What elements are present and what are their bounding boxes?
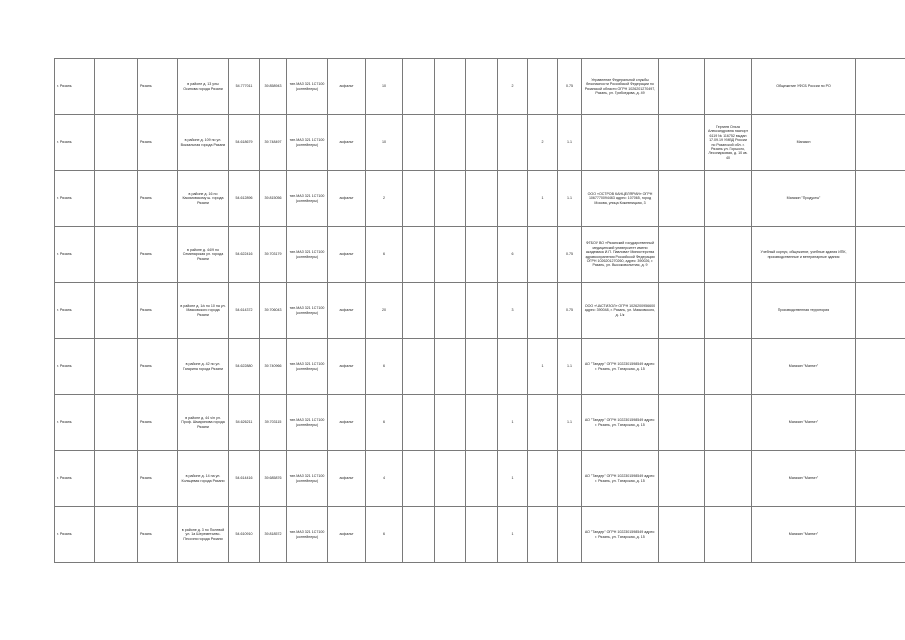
- region-cell: Рязань: [138, 507, 178, 563]
- volume-cell: [558, 507, 582, 563]
- location-cell: в районе д. 13 улы Осипова города Рязани: [178, 59, 229, 115]
- numeric-cell-3: [466, 451, 498, 507]
- volume-cell: 0.75: [558, 227, 582, 283]
- numeric-cell-2: [435, 339, 466, 395]
- location-cell: в районе д. 44 ч/п ул. Проф. Шмаринова города Рязани: [178, 395, 229, 451]
- container-type-cell: тип.МАЗ 321 1С7100 (контейнеры): [287, 507, 328, 563]
- container-count-cell: 1: [498, 507, 528, 563]
- numeric-cell-4: [528, 451, 558, 507]
- blank-cell-2: [659, 395, 705, 451]
- operator-cell: ООО «ОСТРОВ КАНЦЕЛЯРИИ» ОГРН 1067770094463 адрес: 107065, город Москва, улица Кожевницкая, 3: [582, 171, 659, 227]
- numeric-cell-2: [435, 507, 466, 563]
- blank-cell-3: [856, 339, 905, 395]
- region-cell: Рязань: [138, 171, 178, 227]
- surface-cell: асфальт: [328, 115, 366, 171]
- operator-cell: АО "Тандер" ОГРН 1022301598549 адрес: г. Рязань, ул. Татарская, д. 15: [582, 507, 659, 563]
- longitude-cell: 39.703115: [260, 395, 287, 451]
- area-cell: 6: [366, 395, 403, 451]
- region-cell: Рязань: [138, 115, 178, 171]
- region-cell: Рязань: [138, 339, 178, 395]
- surface-cell: асфальт: [328, 171, 366, 227]
- longitude-cell: 39.703179: [260, 227, 287, 283]
- owner-cell: [705, 283, 752, 339]
- area-cell: 20: [366, 283, 403, 339]
- purpose-cell: Магазин "Продукты": [752, 171, 856, 227]
- location-cell: в районе д. 14 на ул. Кольцевая города Рязани: [178, 451, 229, 507]
- numeric-cell-4: 1: [528, 339, 558, 395]
- table-row: [55, 339, 905, 395]
- region-cell: Рязань: [138, 227, 178, 283]
- location-cell: в районе д. 44/9 по Семинарская ул. города Рязани: [178, 227, 229, 283]
- location-cell: в районе д. 16 по Касимовскому ш. города Рязани: [178, 171, 229, 227]
- latitude-cell: 54.614416: [229, 451, 260, 507]
- table-row: [55, 171, 905, 227]
- city-cell: г. Рязань: [55, 451, 95, 507]
- container-type-cell: тип.МАЗ 321 1С7100 (контейнеры): [287, 227, 328, 283]
- operator-cell: АО "Тандер" ОГРН 1022301598549 адрес: г. Рязань, ул. Татарская, д. 15: [582, 395, 659, 451]
- table-row: [55, 59, 905, 115]
- blank-cell-3: [856, 59, 905, 115]
- table-row: [55, 115, 905, 171]
- blank-cell-1: [95, 59, 138, 115]
- blank-cell-1: [95, 171, 138, 227]
- operator-cell: [582, 115, 659, 171]
- container-type-cell: тип.МАЗ 321 1С7100 (контейнеры): [287, 339, 328, 395]
- location-cell: в районе д. 42 по ул. Гагарина города Рязани: [178, 339, 229, 395]
- numeric-cell-1: [403, 507, 435, 563]
- surface-cell: асфальт: [328, 507, 366, 563]
- volume-cell: 1.1: [558, 339, 582, 395]
- purpose-cell: Общежитие УФСБ России по РО: [752, 59, 856, 115]
- numeric-cell-1: [403, 59, 435, 115]
- longitude-cell: 39.858943: [260, 59, 287, 115]
- numeric-cell-2: [435, 59, 466, 115]
- container-type-cell: тип.МАЗ 321 1С7100 (контейнеры): [287, 283, 328, 339]
- latitude-cell: 54.610910: [229, 507, 260, 563]
- city-cell: г. Рязань: [55, 227, 95, 283]
- container-count-cell: [498, 171, 528, 227]
- numeric-cell-3: [466, 507, 498, 563]
- numeric-cell-1: [403, 339, 435, 395]
- table-row: [55, 227, 905, 283]
- volume-cell: [558, 451, 582, 507]
- numeric-cell-1: [403, 227, 435, 283]
- container-type-cell: тип.МАЗ 321 1С7100 (контейнеры): [287, 395, 328, 451]
- city-cell: г. Рязань: [55, 339, 95, 395]
- blank-cell-3: [856, 507, 905, 563]
- surface-cell: асфальт: [328, 395, 366, 451]
- surface-cell: асфальт: [328, 59, 366, 115]
- longitude-cell: 39.815056: [260, 171, 287, 227]
- container-count-cell: 1: [498, 395, 528, 451]
- blank-cell-1: [95, 339, 138, 395]
- latitude-cell: 54.622880: [229, 339, 260, 395]
- operator-cell: ООО «ЧАСТИЗОЛ» ОГРН 1026200956600 адрес: 390048, г. Рязань, ул. Маяковского, д. 1/к: [582, 283, 659, 339]
- owner-cell: [705, 339, 752, 395]
- numeric-cell-1: [403, 171, 435, 227]
- surface-cell: асфальт: [328, 283, 366, 339]
- purpose-cell: Учебный корпус, общежитие, учебные здания ИПК, производственные и ветеринарные здания: [752, 227, 856, 283]
- area-cell: 4: [366, 451, 403, 507]
- blank-cell-3: [856, 227, 905, 283]
- container-type-cell: тип.МАЗ 321 1С7100 (контейнеры): [287, 171, 328, 227]
- city-cell: г. Рязань: [55, 507, 95, 563]
- blank-cell-2: [659, 171, 705, 227]
- city-cell: г. Рязань: [55, 395, 95, 451]
- blank-cell-1: [95, 227, 138, 283]
- table-row: [55, 507, 905, 563]
- numeric-cell-1: [403, 395, 435, 451]
- surface-cell: асфальт: [328, 451, 366, 507]
- numeric-cell-3: [466, 171, 498, 227]
- numeric-cell-3: [466, 283, 498, 339]
- numeric-cell-3: [466, 115, 498, 171]
- latitude-cell: 54.626211: [229, 395, 260, 451]
- region-cell: Рязань: [138, 59, 178, 115]
- latitude-cell: 54.777011: [229, 59, 260, 115]
- longitude-cell: 39.740966: [260, 339, 287, 395]
- blank-cell-2: [659, 507, 705, 563]
- numeric-cell-3: [466, 339, 498, 395]
- purpose-cell: Производственная территория: [752, 283, 856, 339]
- blank-cell-1: [95, 283, 138, 339]
- table-row: [55, 395, 905, 451]
- numeric-cell-1: [403, 283, 435, 339]
- surface-cell: асфальт: [328, 339, 366, 395]
- container-type-cell: тип.МАЗ 321 1С7100 (контейнеры): [287, 451, 328, 507]
- area-cell: 10: [366, 115, 403, 171]
- blank-cell-1: [95, 395, 138, 451]
- blank-cell-1: [95, 451, 138, 507]
- owner-cell: [705, 227, 752, 283]
- longitude-cell: 39.818572: [260, 507, 287, 563]
- table-row: [55, 283, 905, 339]
- numeric-cell-1: [403, 115, 435, 171]
- numeric-cell-1: [403, 451, 435, 507]
- region-cell: Рязань: [138, 283, 178, 339]
- numeric-cell-3: [466, 227, 498, 283]
- purpose-cell: Магазин "Магнит": [752, 507, 856, 563]
- operator-cell: АО "Тандер" ОГРН 1022301598549 адрес: г. Рязань, ул. Татарская, д. 15: [582, 451, 659, 507]
- numeric-cell-2: [435, 227, 466, 283]
- numeric-cell-4: [528, 283, 558, 339]
- purpose-cell: Магазин: [752, 115, 856, 171]
- blank-cell-1: [95, 115, 138, 171]
- volume-cell: 1.1: [558, 171, 582, 227]
- city-cell: г. Рязань: [55, 59, 95, 115]
- volume-cell: 1.1: [558, 395, 582, 451]
- owner-cell: [705, 171, 752, 227]
- blank-cell-2: [659, 283, 705, 339]
- blank-cell-2: [659, 339, 705, 395]
- volume-cell: 0.75: [558, 283, 582, 339]
- numeric-cell-2: [435, 115, 466, 171]
- container-count-cell: 3: [498, 283, 528, 339]
- latitude-cell: 54.622416: [229, 227, 260, 283]
- blank-cell-3: [856, 451, 905, 507]
- blank-cell-3: [856, 171, 905, 227]
- location-cell: в районе д. 3 по Полевой ул. 1а Шереметьево-Песочня города Рязани: [178, 507, 229, 563]
- blank-cell-2: [659, 115, 705, 171]
- blank-cell-3: [856, 395, 905, 451]
- volume-cell: 1.1: [558, 115, 582, 171]
- owner-cell: [705, 507, 752, 563]
- numeric-cell-4: [528, 395, 558, 451]
- surface-cell: асфальт: [328, 227, 366, 283]
- numeric-cell-4: [528, 59, 558, 115]
- latitude-cell: 54.614372: [229, 283, 260, 339]
- purpose-cell: Магазин "Магнит": [752, 339, 856, 395]
- owner-cell: Гергиев Ольга Александровна паспорт 6119 № 116752 выдан 17.09.19 УМВД России по Рязанской обл. г. Рязань ул. Горького, Лесопарковая, д. 10 кв. 40: [705, 115, 752, 171]
- region-cell: Рязань: [138, 395, 178, 451]
- operator-cell: АО "Тандер" ОГРН 1022301598549 адрес: г. Рязань, ул. Татарская, д. 15: [582, 339, 659, 395]
- longitude-cell: 39.748497: [260, 115, 287, 171]
- city-cell: г. Рязань: [55, 171, 95, 227]
- region-cell: Рязань: [138, 451, 178, 507]
- blank-cell-3: [856, 115, 905, 171]
- container-count-cell: 6: [498, 227, 528, 283]
- location-cell: в районе д. 109 по ул. Вокзальная города Рязани: [178, 115, 229, 171]
- container-count-cell: 2: [498, 59, 528, 115]
- latitude-cell: 54.618679: [229, 115, 260, 171]
- container-count-cell: [498, 115, 528, 171]
- container-type-cell: тип.МАЗ 321 1С7100 (контейнеры): [287, 59, 328, 115]
- numeric-cell-4: [528, 227, 558, 283]
- city-cell: г. Рязань: [55, 283, 95, 339]
- longitude-cell: 39.685876: [260, 451, 287, 507]
- numeric-cell-3: [466, 59, 498, 115]
- latitude-cell: 54.612896: [229, 171, 260, 227]
- area-cell: 6: [366, 227, 403, 283]
- owner-cell: [705, 451, 752, 507]
- numeric-cell-2: [435, 451, 466, 507]
- numeric-cell-4: [528, 507, 558, 563]
- operator-cell: Управление Федеральной службы безопасности Российской Федерации по Рязанской области ОГРН 1026201270497, Рязань, ул. Грибоедова, д. 49: [582, 59, 659, 115]
- area-cell: 6: [366, 507, 403, 563]
- purpose-cell: Магазин "Магнит": [752, 451, 856, 507]
- numeric-cell-2: [435, 395, 466, 451]
- purpose-cell: Магазин "Магнит": [752, 395, 856, 451]
- volume-cell: 0.75: [558, 59, 582, 115]
- blank-cell-2: [659, 451, 705, 507]
- numeric-cell-4: 2: [528, 115, 558, 171]
- blank-cell-2: [659, 227, 705, 283]
- area-cell: 10: [366, 59, 403, 115]
- table-row: [55, 451, 905, 507]
- blank-cell-2: [659, 59, 705, 115]
- numeric-cell-2: [435, 283, 466, 339]
- operator-cell: ФГБОУ ВО «Рязанский государственный медицинский университет имени академика И.П. Павлова» Министерства здравоохранения Российской Федерации ОГРН 1026201270260, адрес: 390026, г. Рязань, ул. Высоковольтная, д. 9: [582, 227, 659, 283]
- numeric-cell-4: 1: [528, 171, 558, 227]
- blank-cell-1: [95, 507, 138, 563]
- location-cell: в районе д. 1/к по 10 на ул. Маяковского города Рязани: [178, 283, 229, 339]
- city-cell: г. Рязань: [55, 115, 95, 171]
- owner-cell: [705, 59, 752, 115]
- area-cell: 6: [366, 339, 403, 395]
- blank-cell-3: [856, 283, 905, 339]
- waste-site-registry-table: [54, 58, 905, 563]
- container-type-cell: тип.МАЗ 321 1С7100 (контейнеры): [287, 115, 328, 171]
- owner-cell: [705, 395, 752, 451]
- numeric-cell-3: [466, 395, 498, 451]
- area-cell: 2: [366, 171, 403, 227]
- container-count-cell: 1: [498, 451, 528, 507]
- container-count-cell: [498, 339, 528, 395]
- numeric-cell-2: [435, 171, 466, 227]
- longitude-cell: 39.706043: [260, 283, 287, 339]
